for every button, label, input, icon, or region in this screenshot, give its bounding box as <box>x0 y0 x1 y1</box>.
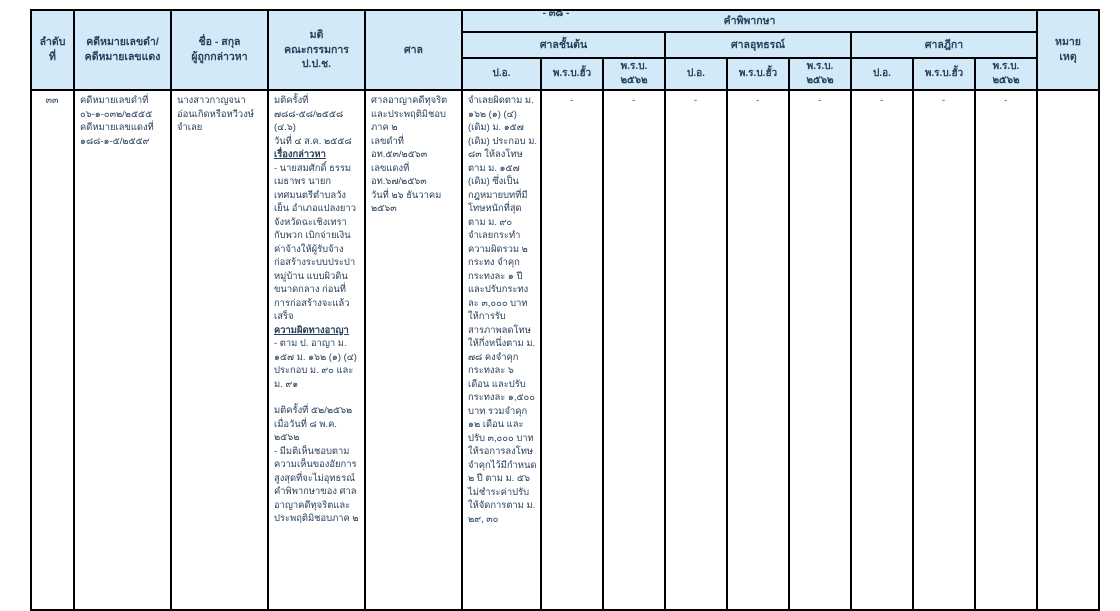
header-line: หมาย <box>1055 36 1081 49</box>
resolution-meeting-line: เมื่อวันที่ ๘ พ.ค. ๒๕๖๒ <box>274 417 337 442</box>
cell-judgment-supreme-hua: - <box>913 90 975 610</box>
header-line: คณะกรรมการ <box>284 43 349 56</box>
cell-case-numbers <box>74 90 171 610</box>
resolution-meeting-line: มติครั้งที่ <box>274 94 309 105</box>
col-header-court-supreme: ศาลฎีกา <box>851 32 1037 58</box>
case-number-line: คดีหมายเลขแดงที่ <box>80 121 154 132</box>
col-header-court-first-instance: ศาลชั้นต้น <box>462 32 665 58</box>
header-line: ลำดับ <box>39 36 66 49</box>
col-header-court: ศาล <box>365 10 462 90</box>
col-header-bid-collusion-act-supreme: พ.ร.บ.ฮั้ว <box>913 58 975 90</box>
cell-court <box>365 90 462 610</box>
cell-judgment-appeal-hua: - <box>727 90 789 610</box>
col-header-criminal-code-supreme: ป.อ. <box>851 58 913 90</box>
col-header-judgment: คำพิพากษา <box>462 10 1037 32</box>
defendant-name-line: จำเลย <box>177 121 203 132</box>
col-header-act-2562-supreme: พ.ร.บ. ๒๕๖๒ <box>975 58 1037 90</box>
header-line: ป.ป.ช. <box>301 58 332 71</box>
resolution-meeting-line: มติครั้งที่ ๕๒/๒๕๖๒ <box>274 404 353 415</box>
col-header-no <box>31 10 74 90</box>
col-header-note <box>1037 10 1099 90</box>
cell-defendant-name <box>171 90 268 610</box>
resolution-criminal-heading: ความผิดทางอาญา <box>274 323 349 335</box>
court-line: ศาลอาญาคดีทุจริตและประพฤติมิชอบภาค ๒ <box>371 94 448 132</box>
header-line: มติ <box>309 28 324 41</box>
cell-note <box>1037 90 1099 610</box>
col-header-case-number <box>74 10 171 90</box>
cell-judgment-first-act: - <box>603 90 665 610</box>
cell-judgment-first-po <box>462 90 541 610</box>
judgment-text: จำเลยผิดตาม ม. ๑๖๒ (๑) (๔) (เดิม) ม. ๑๕๗ (เดิม) ประกอบ ม. ๘๓ ให้ลงโทษตาม ม. ๑๕๗ (เดิม) ซึ่งเป็นกฎหมายบทที่มีโทษหนักที่สุดตาม ม. ๙๐ จำเลยกระทำความผิดรวม ๒ กระทง จำคุกกระทงละ ๑ ปี และปรับกระทงละ ๓,๐๐๐ บาท ให้การรับสารภาพลดโทษให้กึ่งหนึ่งตาม ม. ๗๘ คงจำคุกกระทงละ ๖ เดือน และปรับกระทงละ ๑,๕๐๐ บาท รวมจำคุก ๑๒ เดือน และปรับ ๓,๐๐๐ บาท ให้รอการลงโทษจำคุกไว้มีกำหนด ๒ ปี ตาม ม. ๕๖ ไม่ชำระค่าปรับให้จัดการตาม ม. ๒๙, ๓๐ <box>468 94 537 524</box>
cell-judgment-supreme-act: - <box>975 90 1037 610</box>
header-line: เหตุ <box>1059 51 1077 63</box>
header-line: คดีหมายเลขแดง <box>84 51 161 63</box>
case-table <box>30 9 1100 611</box>
cell-judgment-first-hua: - <box>541 90 603 610</box>
col-header-court-appeal: ศาลอุทธรณ์ <box>665 32 851 58</box>
header-line: ที่ <box>49 51 56 63</box>
table-row <box>31 90 1099 610</box>
defendant-name-line: นางสาวกาญจนา <box>177 94 246 105</box>
cell-judgment-supreme-po: - <box>851 90 913 610</box>
resolution-meeting2-text: - มีมติเห็นชอบตามความเห็นของอัยการสูงสุดที่จะไม่อุทธรณ์คำพิพากษาของ ศาลอาญาคดีทุจริตและประพฤติมิชอบภาค ๒ <box>274 444 359 523</box>
case-number-line: ๑๘๘-๑-๕/๒๕๕๙ <box>80 134 150 146</box>
header-line: ชื่อ - สกุล <box>198 36 241 49</box>
resolution-criminal-text: - ตาม ป. อาญา ม. ๑๕๗ ม. ๑๖๒ (๑) (๔) ประกอบ ม. ๙๐ และ ม. ๙๑ <box>274 337 357 389</box>
court-line: เลขดำที่ อท.๕๓/๒๕๖๓ <box>371 134 428 159</box>
header-line: คดีหมายเลขดำ/ <box>86 36 159 49</box>
col-header-defendant-name <box>171 10 268 90</box>
cell-row-no: ๓๓ <box>31 90 74 610</box>
case-number-line: ๐๖-๑-๐๓๒/๒๕๕๕ <box>80 107 153 119</box>
cell-nacc-resolution <box>268 90 365 610</box>
col-header-act-2562-appeal: พ.ร.บ. ๒๕๖๒ <box>789 58 851 90</box>
resolution-allegation-heading: เรื่องกล่าวหา <box>274 148 326 159</box>
resolution-meeting-line: วันที่ ๔ ส.ค. ๒๕๕๘ <box>274 134 352 146</box>
page-number: - ๓๘ - <box>542 8 570 19</box>
col-header-nacc-resolution <box>268 10 365 90</box>
resolution-allegation-text: - นายสมศักดิ์ ธรรมเมธาพร นายกเทศมนตรีตำบลวังเย็น อำเภอแปลงยาว จังหวัดฉะเชิงเทรา กับพวก เบิกจ่ายเงินค่าจ้างให้ผู้รับจ้างก่อสร้างระบบประปาหมู่บ้าน แบบผิวดิน ขนาดกลาง ก่อนที่การก่อสร้างจะแล้วเสร็จ <box>274 161 356 321</box>
case-number-line: คดีหมายเลขดำที่ <box>80 94 149 105</box>
col-header-criminal-code-first: ป.อ. <box>462 58 541 90</box>
cell-judgment-appeal-act: - <box>789 90 851 610</box>
spacer <box>274 390 361 403</box>
col-header-bid-collusion-act-first: พ.ร.บ.ฮั้ว <box>541 58 603 90</box>
col-header-bid-collusion-act-appeal: พ.ร.บ.ฮั้ว <box>727 58 789 90</box>
header-line: ผู้ถูกกล่าวหา <box>191 51 248 63</box>
col-header-criminal-code-appeal: ป.อ. <box>665 58 727 90</box>
col-header-act-2562-first: พ.ร.บ. ๒๕๖๒ <box>603 58 665 90</box>
cell-judgment-appeal-po: - <box>665 90 727 610</box>
document-page <box>0 9 1120 600</box>
defendant-name-line: อ่อนเกิดหรือหวีวงษ์ <box>177 107 254 119</box>
court-line: วันที่ ๒๖ ธันวาคม ๒๕๖๓ <box>371 188 442 213</box>
resolution-meeting-line: ๗๘๘-๕๘/๒๕๕๘ (๔.๖) <box>274 107 344 132</box>
court-line: เลขแดงที่ อท.๖๗/๒๕๖๓ <box>371 161 427 186</box>
